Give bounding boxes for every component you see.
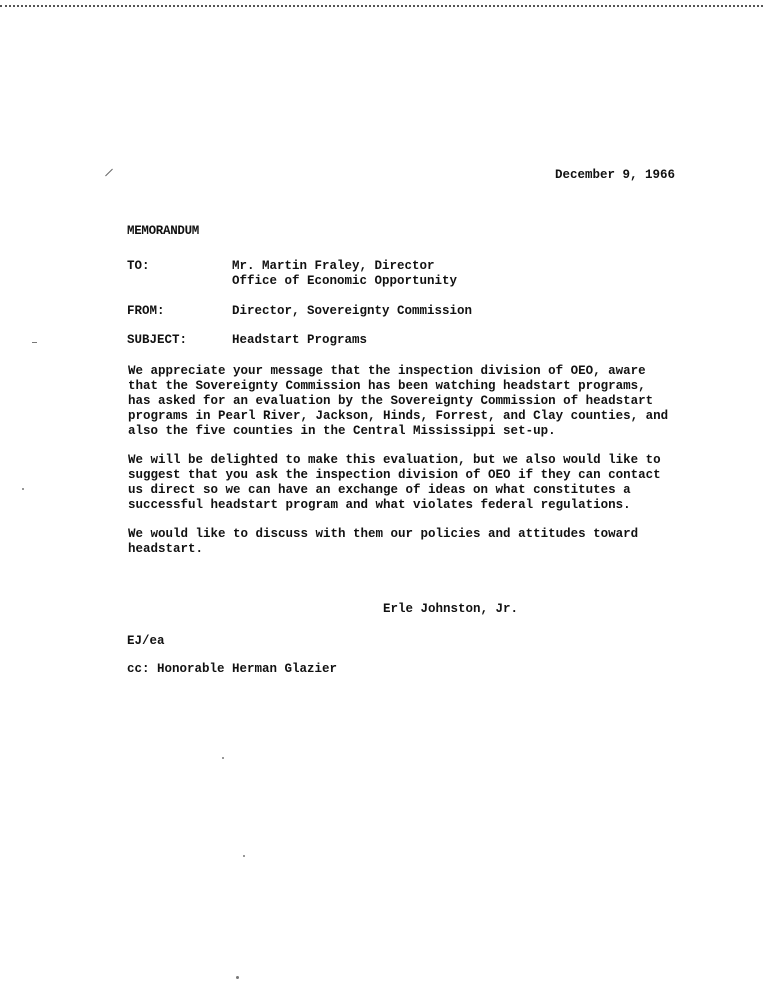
body-paragraph-1 — [128, 364, 688, 439]
to-label: TO: — [127, 259, 150, 273]
paragraph-line: us direct so we can have an exchange of ideas on what constitutes a — [128, 483, 631, 497]
from-value: Director, Sovereignty Commission — [232, 304, 473, 318]
scan-speck — [32, 342, 37, 343]
top-dotted-rule — [0, 5, 763, 7]
paragraph-line: programs in Pearl River, Jackson, Hinds, Forrest, and Clay counties, and — [128, 409, 669, 423]
paragraph-line: headstart. — [128, 542, 204, 556]
memo-title: MEMORANDUM — [127, 224, 200, 238]
subject-value: Headstart Programs — [232, 333, 368, 347]
to-recipient: Mr. Martin Fraley, Director — [232, 259, 435, 273]
scan-speck — [243, 855, 245, 857]
carbon-copy-line: cc: Honorable Herman Glazier — [127, 662, 338, 676]
scan-speck — [222, 757, 224, 759]
paragraph-line: We would like to discuss with them our policies and attitudes toward — [128, 527, 639, 541]
signature-name: Erle Johnston, Jr. — [383, 602, 519, 616]
from-label: FROM: — [127, 304, 165, 318]
body-paragraph-3 — [128, 527, 688, 557]
paragraph-line: has asked for an evaluation by the Sovereignty Commission of headstart — [128, 394, 654, 408]
scan-speck — [236, 976, 239, 979]
typist-initials: EJ/ea — [127, 634, 165, 648]
paragraph-line: suggest that you ask the inspection division of OEO if they can contact — [128, 468, 661, 482]
paragraph-line: successful headstart program and what violates federal regulations. — [128, 498, 631, 512]
memo-date: December 9, 1966 — [555, 168, 676, 182]
body-paragraph-2 — [128, 453, 688, 513]
scan-speck — [22, 488, 24, 490]
paragraph-line: We appreciate your message that the inspection division of OEO, aware — [128, 364, 646, 378]
paragraph-line: also the five counties in the Central Mississippi set-up. — [128, 424, 556, 438]
stray-mark — [105, 169, 113, 177]
paragraph-line: that the Sovereignty Commission has been watching headstart programs, — [128, 379, 646, 393]
subject-label: SUBJECT: — [127, 333, 188, 347]
to-office: Office of Economic Opportunity — [232, 274, 458, 288]
paragraph-line: We will be delighted to make this evaluation, but we also would like to — [128, 453, 661, 467]
